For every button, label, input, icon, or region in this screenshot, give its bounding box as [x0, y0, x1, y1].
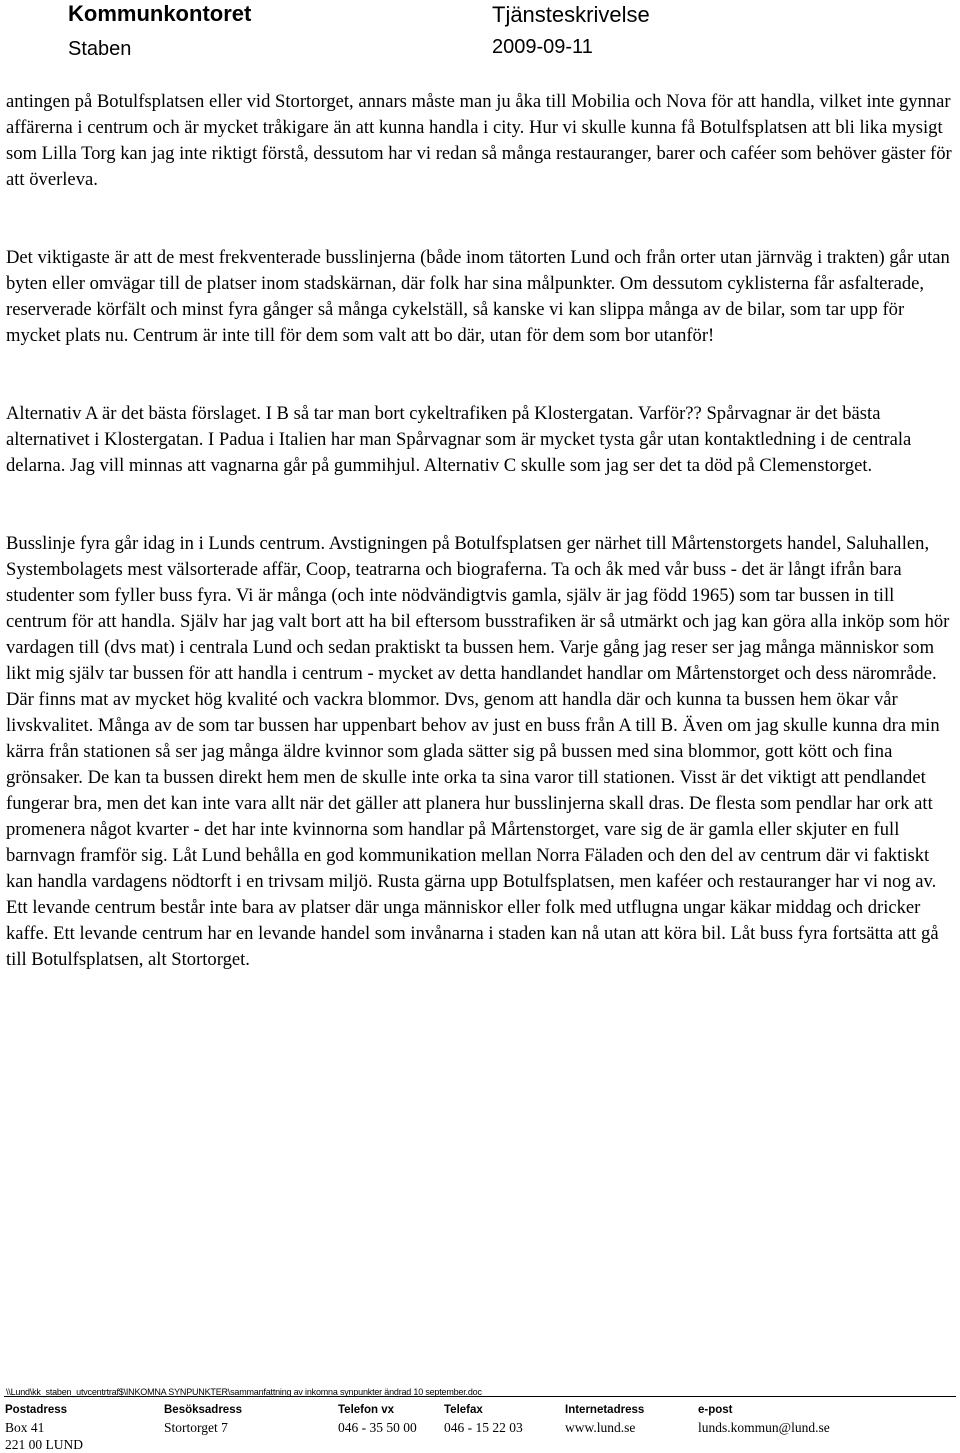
- label-epost: e-post: [698, 1404, 733, 1416]
- document-header: [0, 0, 960, 72]
- body-paragraph-1: antingen på Botulfsplatsen eller vid Stortorget, annars måste man ju åka till Mobilia och Nova för att handla, vilket inte gynnar affärerna i centrum och är mycket tråkigare än att kunna handla i city. Hur vi skulle kunna få Botulfsplatsen att bli lika mysigt som Lilla Torg kan jag inte riktigt förstå, dessutom har vi redan så många restauranger, barer och caféer som behöver gäster för att överleva.: [6, 91, 952, 190]
- label-besoksadress: Besöksadress: [164, 1404, 242, 1416]
- document-body: [6, 89, 956, 973]
- file-path: \\Lund\kk_staben_utvcentrtraf$\INKOMNA SYNPUNKTER\sammanfattning av inkomna synpunkter ändrad 10 september.doc: [6, 1387, 482, 1397]
- document-footer: [0, 1383, 960, 1453]
- body-paragraph-3: Alternativ A är det bästa förslaget. I B så tar man bort cykeltrafiken på Klostergatan. Varför?? Spårvagnar är det bästa alternativet i Klostergatan. I Padua i Italien har man Spårvagnar som är mycket tysta går utan kontaktledning i de centrala delarna. Jag vill minnas att vagnarna går på gummihjul. Alternativ C skulle som jag ser det ta död på Clemenstorget.: [6, 403, 912, 476]
- body-paragraph-4: Busslinje fyra går idag in i Lunds centrum. Avstigningen på Botulfsplatsen ger närhet till Mårtenstorgets handel, Saluhallen, Systembolagets mest välsorterade affär, Coop, teatrarna och biograferna. Ta och åk med vår buss - det är långt ifrån bara studenter som fyller buss fyra. Vi är många (och inte nödvändigtvis gamla, själv är jag född 1965) som tar bussen in till centrum för att handla. Själv har jag valt bort att ha bil eftersom busstrafiken är så utmärkt och jag kan göra alla inköp som hör vardagen till (dvs mat) i centrala Lund och sedan praktiskt ta bussen hem. Varje gång jag reser ser jag många människor som likt mig själv tar bussen för att handla i centrum - mycket av detta handlandet handlar om Mårtenstorget och dess närområde. Där finns mat av mycket hög kvalité och vackra blommor. Dvs, genom att handla där och kunna ta bussen hem ökar vår livskvalitet. Många av de som tar bussen har uppenbart behov av just en buss från A till B. Även om jag skulle kunna dra min kärra från stationen så ser jag många äldre kvinnor som glada sätter sig på bussen med sina blommor, gott kött och fina grönsaker. De kan ta bussen direkt hem men de skulle inte orka ta sina varor till stationen. Visst är det viktigt att pendlandet fungerar bra, men det kan inte vara allt när det gäller att planera hur busslinjerna skall dras. De flesta som pendlar har ork att promenera något kvarter - det har inte kvinnorna som handlar på Mårtenstorget, vare sig de är gamla eller skjuter en full barnvagn framför sig. Låt Lund behålla en god kommunikation mellan Norra Fäladen och den del av centrum där vi faktiskt kan handla vardagens nödtorft i en trivsam miljö. Rusta gärna upp Botulfsplatsen, men kaféer och restauranger har vi nog av. Ett levande centrum består inte bara av platser där unga människor eller folk med utflugna ungar käkar middag och dricker kaffe. Ett levande centrum har en levande handel som invånarna i staden kan nå utan att köra bil. Låt buss fyra fortsätta att gå till Botulfsplatsen, alt Stortorget.: [6, 533, 950, 970]
- value-internetadress[interactable]: www.lund.se: [565, 1420, 636, 1435]
- footer-divider: [4, 1396, 956, 1397]
- value-telefon: 046 - 35 50 00: [338, 1420, 417, 1435]
- document-date: 2009-09-11: [492, 36, 593, 58]
- label-postadress: Postadress: [5, 1404, 68, 1416]
- value-besoksadress: Stortorget 7: [164, 1420, 228, 1435]
- body-paragraph-2: Det viktigaste är att de mest frekventerade busslinjerna (både inom tätorten Lund och från orter utan järnväg i trakten) går utan byten eller omvägar till de platser inom stadskärnan, där folk har sina målpunkter. Om dessutom cyklisterna får asfalterade, reserverade körfält och minst fyra gånger så många cykelställ, så kanske vi kan slippa många av de bilar, som tar upp för mycket plats nu. Centrum är inte till för dem som valt att bo där, utan för dem som bor utanför!: [6, 247, 950, 346]
- label-telefon: Telefon vx: [338, 1404, 395, 1416]
- document-type: Tjänsteskrivelse: [492, 2, 650, 27]
- value-epost[interactable]: lunds.kommun@lund.se: [698, 1420, 830, 1435]
- value-telefax: 046 - 15 22 03: [444, 1420, 523, 1435]
- label-telefax: Telefax: [444, 1404, 483, 1416]
- department-name: Staben: [68, 38, 132, 60]
- organization-name: Kommunkontoret: [68, 1, 252, 26]
- value-postadress-city: 221 00 LUND: [5, 1437, 83, 1452]
- value-postadress-box: Box 41: [5, 1420, 45, 1435]
- label-internetadress: Internetadress: [565, 1404, 645, 1416]
